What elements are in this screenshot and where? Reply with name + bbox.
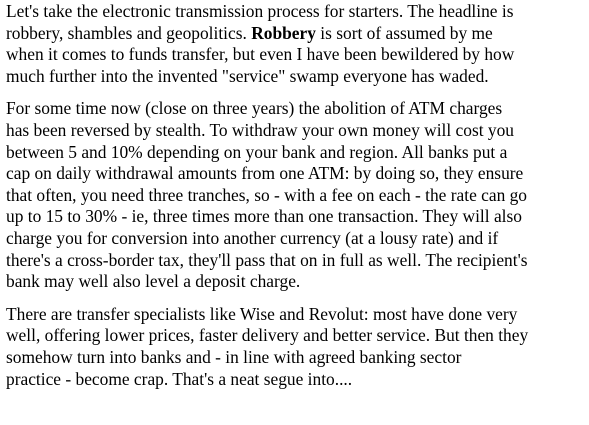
text-line: up to 15 to 30% - ie, three times more than one transaction. They will also [6,206,522,227]
text-line: somehow turn into banks and - in line with agreed banking sector [6,346,462,367]
text-line: charge you for conversion into another currency (at a lousy rate) and if [6,227,499,248]
article-body [6,1,586,401]
paragraph-1 [6,1,586,87]
text-line: well, offering lower prices, faster delivery and better service. But then they [6,325,529,346]
text-line: Let's take the electronic transmission process for starters. The headline is [6,1,514,21]
bold-term: Robbery [251,22,316,43]
text-line: cap on daily withdrawal amounts from one ATM: by doing so, they ensure [6,163,524,184]
paragraph-3 [6,304,586,390]
text-line: there's a cross-border tax, they'll pass that on in full as well. The recipient's [6,249,528,270]
paragraph-2 [6,98,586,292]
text-line: has been reversed by stealth. To withdraw your own money will cost you [6,119,514,140]
text-line: There are transfer specialists like Wise and Revolut: most have done very [6,303,518,324]
text-run: robbery, shambles and geopolitics. [6,22,247,43]
text-line: much further into the invented "service" swamp everyone has waded. [6,65,489,86]
text-line: that often, you need three tranches, so - with a fee on each - the rate can go [6,184,528,205]
text-line: when it comes to funds transfer, but even I have been bewildered by how [6,44,515,65]
text-line [6,23,586,45]
text-line: practice - become crap. That's a neat segue into.... [6,368,353,389]
text-line: between 5 and 10% depending on your bank and region. All banks put a [6,141,508,162]
text-line: bank may well also level a deposit charge. [6,271,301,292]
text-line: For some time now (close on three years) the abolition of ATM charges [6,98,503,119]
text-run: is sort of assumed by me [320,22,493,43]
